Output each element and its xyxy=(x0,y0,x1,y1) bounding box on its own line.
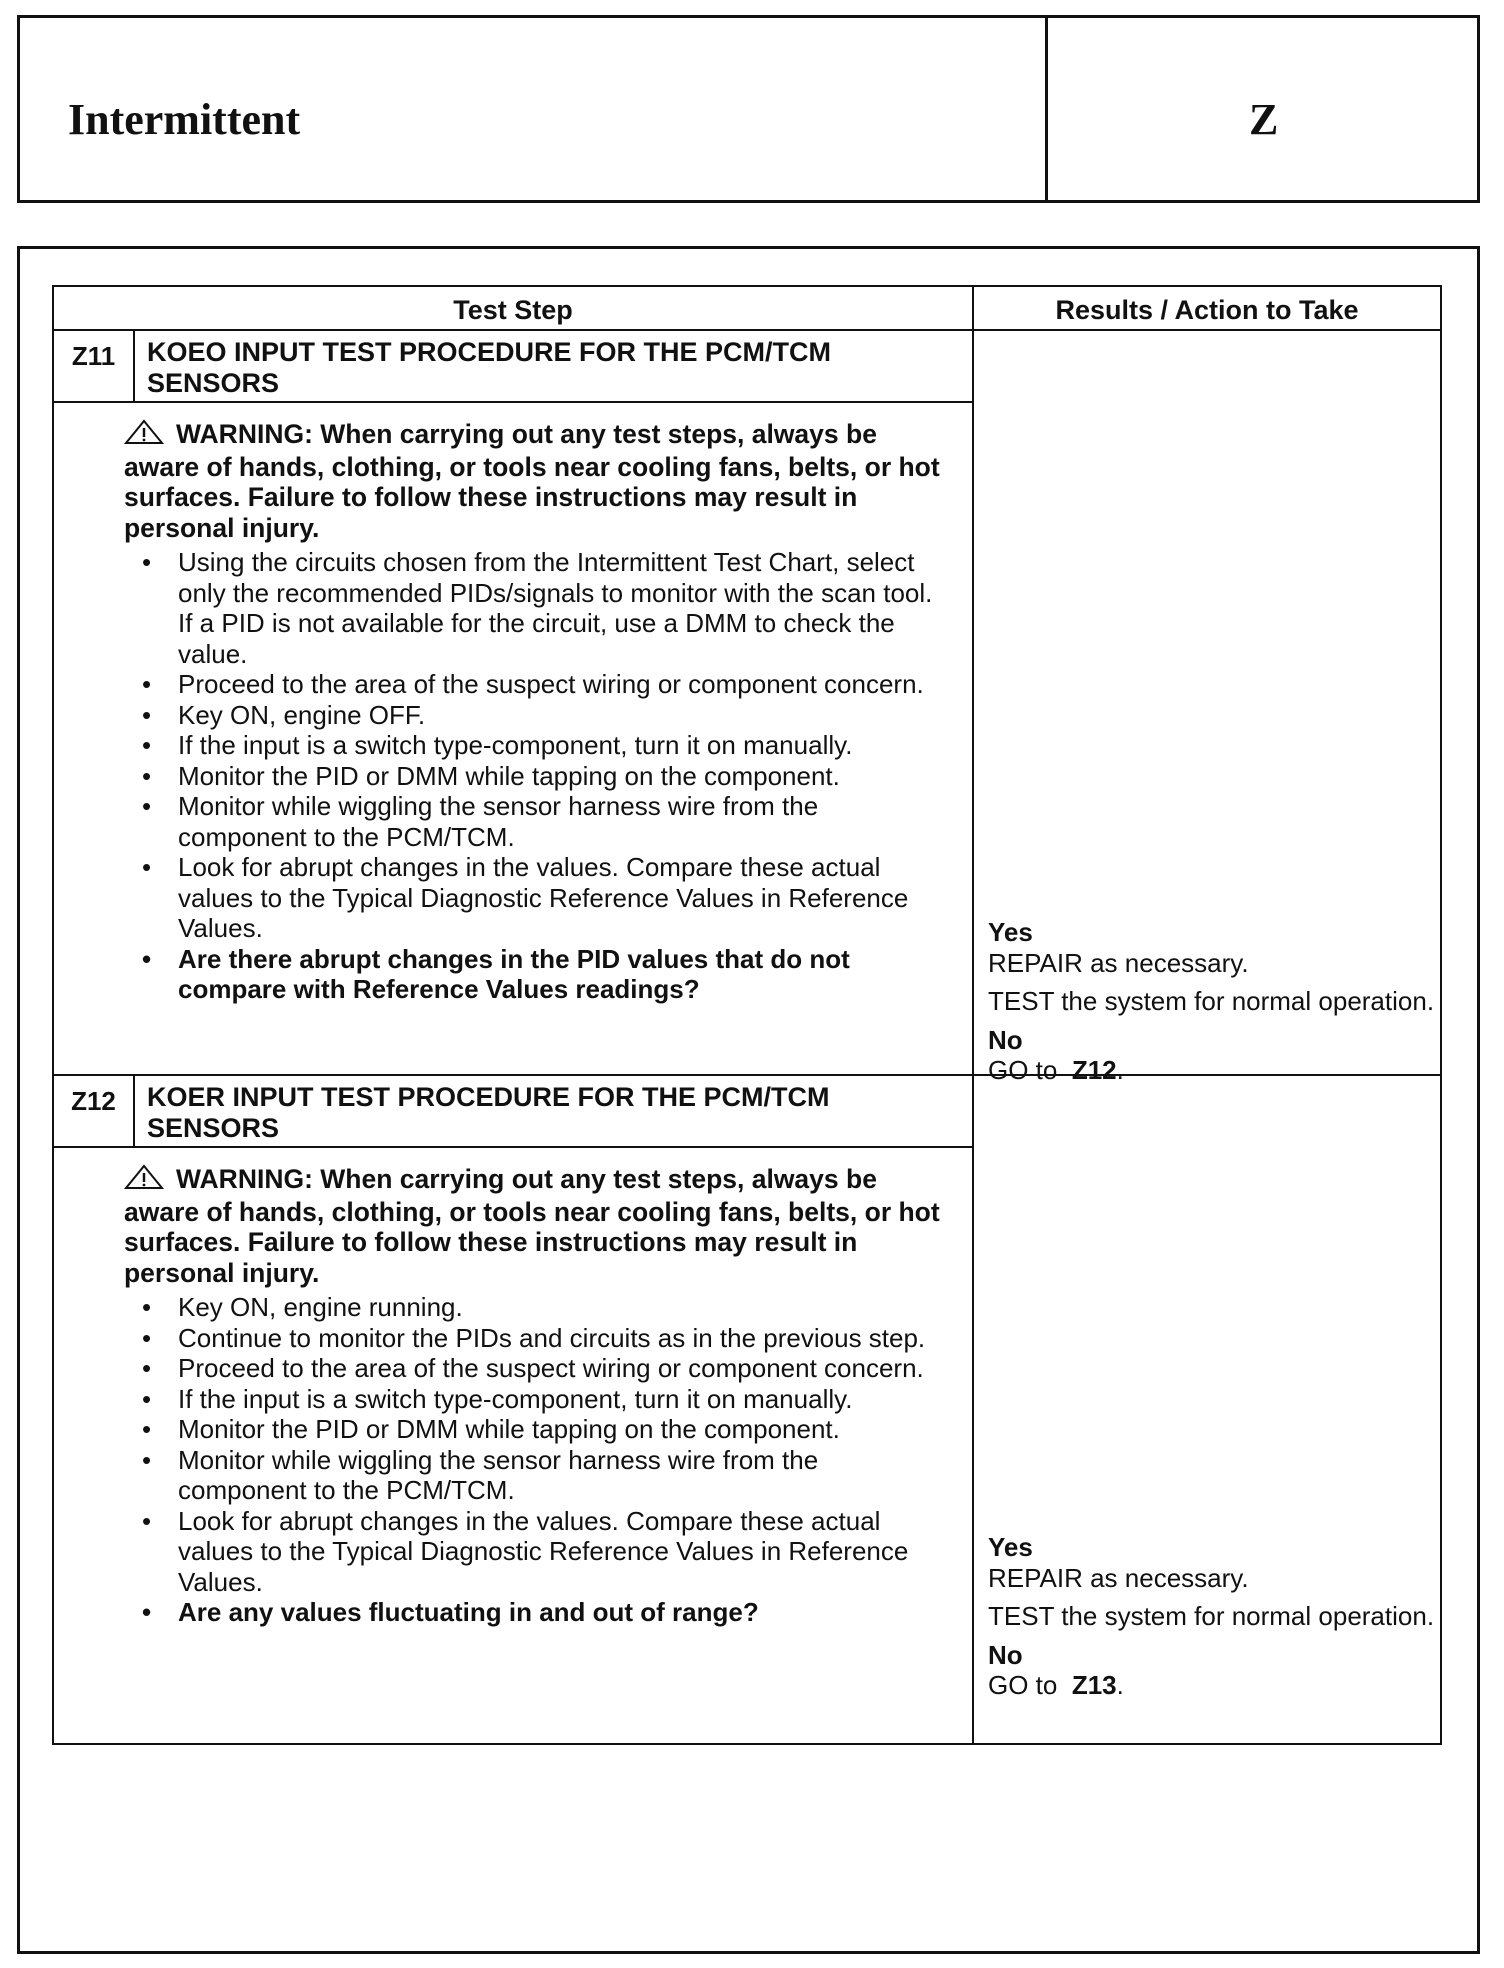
no-label: No xyxy=(988,1024,1023,1055)
no-action-suffix: . xyxy=(1116,1670,1124,1700)
step-id: Z12 xyxy=(52,1074,135,1148)
step-question: • Are any values fluctuating in and out of range? xyxy=(134,1597,954,1628)
yes-action: REPAIR as necessary. xyxy=(988,947,1249,978)
yes-action: REPAIR as necessary. xyxy=(988,1562,1249,1593)
step-title: KOEO INPUT TEST PROCEDURE FOR THE PCM/TCM SENSORS xyxy=(133,329,974,403)
list-item: • Proceed to the area of the suspect wiring or component concern. xyxy=(134,669,954,700)
step-body-container xyxy=(52,401,974,1076)
list-item: • Monitor the PID or DMM while tapping on the component. xyxy=(134,761,954,792)
list-item: • Key ON, engine OFF. xyxy=(134,700,954,731)
step-question: • Are there abrupt changes in the PID values that do not compare with Reference Values readings? xyxy=(134,944,954,1005)
no-action-suffix: . xyxy=(1116,1055,1124,1085)
list-item: • If the input is a switch type-component, turn it on manually. xyxy=(134,1384,954,1415)
list-item: • Look for abrupt changes in the values. Compare these actual values to the Typical Diagnostic Reference Values in Reference Values. xyxy=(134,852,954,944)
column-header-test-step-label: Test Step xyxy=(453,295,573,325)
no-action-prefix: GO to xyxy=(988,1055,1058,1085)
results-cell xyxy=(972,1074,1442,1745)
step-bullet-list xyxy=(134,1292,954,1628)
yes-action: TEST the system for normal operation. xyxy=(988,986,1435,1016)
page-header xyxy=(17,15,1480,203)
no-action-prefix: GO to xyxy=(988,1670,1058,1700)
no-label: No xyxy=(988,1639,1023,1670)
step-bullet-list xyxy=(134,547,954,1005)
yes-label: Yes xyxy=(988,917,1033,947)
step-title: KOER INPUT TEST PROCEDURE FOR THE PCM/TCM SENSORS xyxy=(133,1074,974,1148)
section-letter: Z xyxy=(1249,95,1279,144)
list-item: • Proceed to the area of the suspect wiring or component concern. xyxy=(134,1353,954,1384)
warning-triangle-icon xyxy=(124,419,164,452)
column-header-results xyxy=(972,285,1442,331)
step-body xyxy=(54,419,972,1005)
warning-triangle-icon xyxy=(124,1164,164,1197)
list-item: • Look for abrupt changes in the values. Compare these actual values to the Typical Diagnostic Reference Values in Reference Values. xyxy=(134,1506,954,1598)
warning-text xyxy=(124,1164,954,1288)
step-id: Z11 xyxy=(52,329,135,403)
column-header-test-step xyxy=(52,285,974,331)
list-item: • Key ON, engine running. xyxy=(134,1292,954,1323)
warning-message: WARNING: When carrying out any test steps, always be aware of hands, clothing, or tools near cooling fans, belts, or hot surfaces. Failure to follow these instructions may result in personal injury. xyxy=(124,1164,940,1288)
list-item: • Monitor the PID or DMM while tapping on the component. xyxy=(134,1414,954,1445)
list-item: • If the input is a switch type-component, turn it on manually. xyxy=(134,730,954,761)
next-step-ref: Z12 xyxy=(1071,1055,1117,1085)
results-cell xyxy=(972,329,1442,1085)
step-body xyxy=(54,1164,972,1628)
step-body-container xyxy=(52,1146,974,1745)
results-content xyxy=(974,1532,1440,1701)
next-step-ref: Z13 xyxy=(1071,1670,1117,1700)
list-item: • Using the circuits chosen from the Intermittent Test Chart, select only the recommended PIDs/signals to monitor with the scan tool. If a PID is not available for the circuit, use a DMM to check the value. xyxy=(134,547,954,669)
test-step-table xyxy=(52,285,1442,1755)
page-title: Intermittent xyxy=(68,95,301,144)
results-content xyxy=(974,917,1440,1086)
yes-action: TEST the system for normal operation. xyxy=(988,1601,1435,1631)
warning-text xyxy=(124,419,954,543)
yes-label: Yes xyxy=(988,1532,1033,1562)
header-divider xyxy=(1045,18,1048,200)
list-item: • Monitor while wiggling the sensor harness wire from the component to the PCM/TCM. xyxy=(134,1445,954,1506)
list-item: • Continue to monitor the PIDs and circuits as in the previous step. xyxy=(134,1323,954,1354)
warning-message: WARNING: When carrying out any test steps, always be aware of hands, clothing, or tools near cooling fans, belts, or hot surfaces. Failure to follow these instructions may result in personal injury. xyxy=(124,419,940,543)
list-item: • Monitor while wiggling the sensor harness wire from the component to the PCM/TCM. xyxy=(134,791,954,852)
column-header-results-label: Results / Action to Take xyxy=(1055,295,1359,325)
no-action xyxy=(988,1670,1440,1701)
